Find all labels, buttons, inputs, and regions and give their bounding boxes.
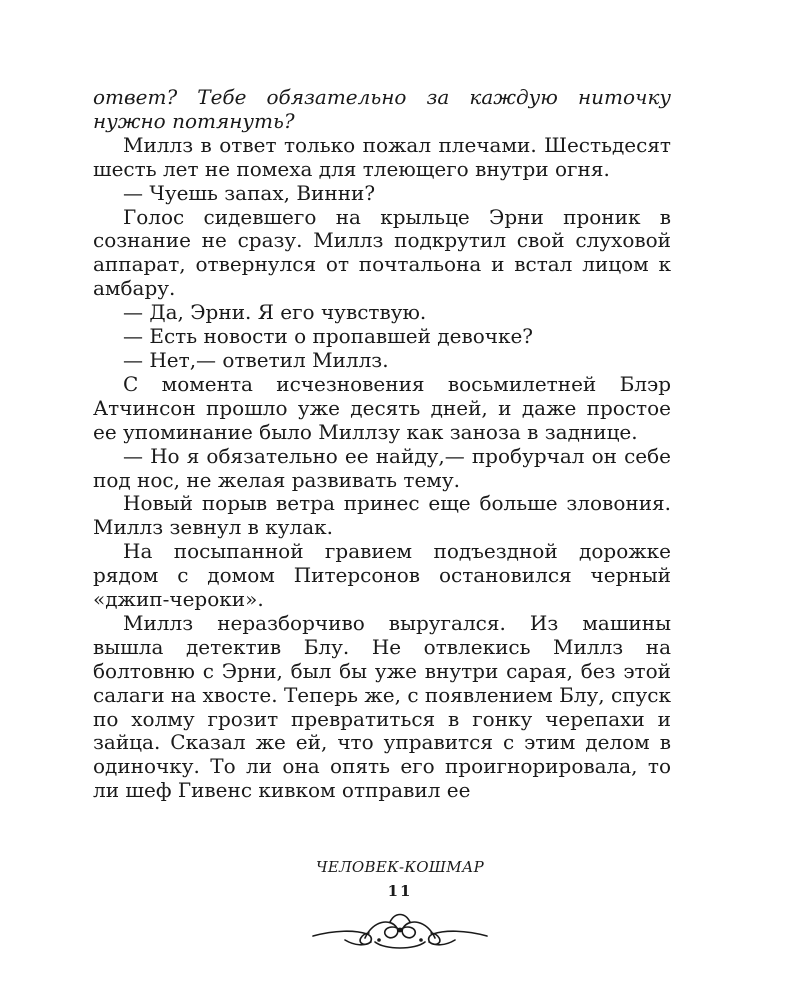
paragraph: Новый порыв ветра принес еще больше зловония. Миллз зевнул в кулак. xyxy=(93,491,671,540)
running-title: ЧЕЛОВЕК-КОШМАР xyxy=(315,858,485,876)
dialogue-line: — Но я обязательно ее найду,— пробурчал он себе под нос, не желая развивать тему. xyxy=(93,443,671,492)
dialogue-line: — Нет,— ответил Миллз. xyxy=(123,347,389,372)
paragraph: Миллз в ответ только пожал плечами. Шестьдесят шесть лет не помеха для тлеющего внутри огня. xyxy=(93,132,671,181)
ornament-flourish-icon xyxy=(305,900,495,960)
dialogue-line: — Есть новости о пропавшей девочке? xyxy=(123,324,534,349)
paragraph: Миллз неразборчиво выругался. Из машины вышла детектив Блу. Не отвлекись Миллз на болтовню с Эрни, был бы уже внутри сарая, без этой салаги на хвосте. Теперь же, с появлением Блу, спуск по холму грозит превратиться в гонку черепахи и зайца. Сказал же ей, что управится с этим делом в одиночку. То ли она опять его проигнорировала, то ли шеф Гивенс кивком отправил ее xyxy=(93,610,671,803)
paragraph: На посыпанной гравием подъездной дорожке рядом с домом Питерсонов остановился черный «джип-чероки». xyxy=(93,539,671,612)
paragraph-continuation: ответ? Тебе обязательно за каждую ниточку нужно потянуть? xyxy=(93,85,671,133)
body-text xyxy=(93,86,671,803)
paragraph: С момента исчезновения восьмилетней Блэр Атчинсон прошло уже десять дней, и даже простое ее упоминание было Миллзу как заноза в заднице. xyxy=(93,371,671,444)
page-number: 11 xyxy=(387,882,413,900)
dialogue-line: — Да, Эрни. Я его чувствую. xyxy=(123,300,427,325)
paragraph: Голос сидевшего на крыльце Эрни проник в сознание не сразу. Миллз подкрутил свой слуховой аппарат, отвернулся от почтальона и встал лицом к амбару. xyxy=(93,204,671,301)
dialogue-line: — Чуешь запах, Винни? xyxy=(123,180,376,205)
